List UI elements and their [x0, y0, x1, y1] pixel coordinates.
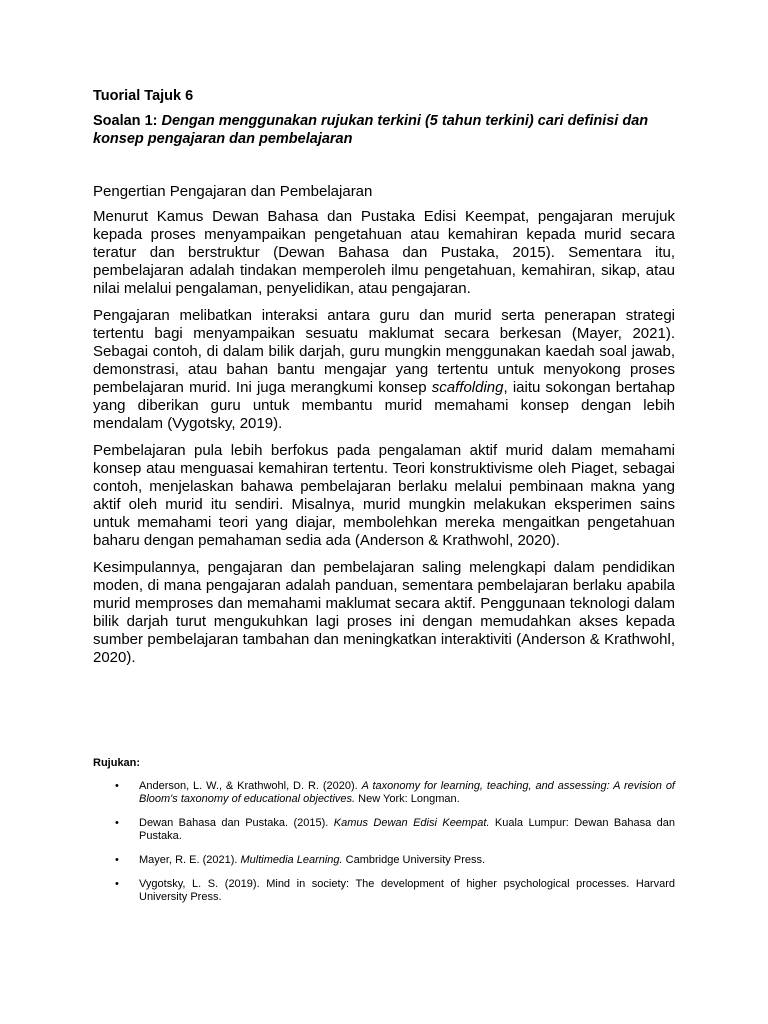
reference-publisher: New York: Longman. — [355, 793, 460, 805]
bullet-icon: • — [115, 854, 119, 866]
paragraph-2 — [93, 307, 675, 433]
reference-title: Multimedia Learning. — [240, 854, 343, 866]
reference-title: Kamus Dewan Edisi Keempat. — [333, 817, 490, 829]
reference-item — [93, 817, 675, 843]
reference-item — [93, 780, 675, 806]
question-text: Dengan menggunakan rujukan terkini (5 tahun terkini) cari definisi dan konsep pengajaran dan pembelajaran — [93, 113, 649, 147]
references-heading: Rujukan: — [93, 757, 141, 769]
reference-text: Dewan Bahasa dan Pustaka. (2015). — [139, 817, 334, 829]
paragraph-2-term: scaffolding — [431, 379, 504, 396]
reference-item — [93, 878, 675, 904]
paragraph-1: Menurut Kamus Dewan Bahasa dan Pustaka Edisi Keempat, pengajaran merujuk kepada proses menyampaikan pengetahuan atau kemahiran kepada murid secara teratur dan berstruktur (Dewan Bahasa dan Pustaka, 2015). Sementara itu, pembelajaran adalah tindakan memperoleh ilmu pengetahuan, kemahiran, sikap, atau nilai melalui pengalaman, penyelidikan, atau pengajaran. — [93, 208, 675, 297]
paragraph-4: Kesimpulannya, pengajaran dan pembelajaran saling melengkapi dalam pendidikan moden, di mana pengajaran adalah panduan, sementara pembelajaran berlaku apabila murid memproses dan memahami maklumat secara aktif. Penggunaan teknologi dalam bilik darjah turut mengukuhkan lagi proses ini dengan memudahkan akses kepada sumber pembelajaran tambahan dan meningkatkan interaktiviti (Anderson & Krathwohl, 2020). — [93, 559, 675, 666]
paragraph-2-text-a: Pengajaran melibatkan interaksi antara guru dan murid serta penerapan strategi tertentu bagi menyampaikan sesuatu maklumat secara berkesan (Mayer, 2021). Sebagai contoh, di dalam bilik darjah, guru mungkin menggunakan kaedah soal jawab, demonstrasi, atau bahan bantu mengajar yang tertentu untuk menyokong proses pembelajaran murid. Ini juga merangkumi konsep — [93, 307, 675, 396]
document-body — [93, 86, 675, 676]
bullet-icon: • — [115, 817, 119, 829]
reference-text: Mayer, R. E. (2021). — [139, 854, 241, 866]
question-label: Soalan 1: — [93, 113, 158, 129]
reference-text: Anderson, L. W., & Krathwohl, D. R. (2020). — [139, 780, 362, 792]
section-heading: Pengertian Pengajaran dan Pembelajaran — [93, 183, 373, 200]
bullet-icon: • — [115, 780, 119, 792]
reference-publisher: Cambridge University Press. — [342, 854, 486, 866]
reference-title: A taxonomy for learning, teaching, and assessing: A revision of Bloom's taxonomy of educational objectives. — [139, 780, 675, 805]
reference-text: Vygotsky, L. S. (2019). Mind in society: The development of higher psychological processes. Harvard University Press. — [139, 878, 675, 903]
references-list — [93, 780, 675, 915]
reference-item — [93, 854, 675, 867]
question — [93, 112, 675, 148]
paragraph-3: Pembelajaran pula lebih berfokus pada pengalaman aktif murid dalam memahami konsep atau menguasai kemahiran tertentu. Teori konstruktivisme oleh Piaget, sebagai contoh, menjelaskan bahawa pembelajaran berlaku melalui pembinaan makna yang aktif oleh murid itu sendiri. Misalnya, murid mungkin melakukan eksperimen sains untuk memahami teori yang diajar, membolehkan mereka mengaitkan pengetahuan baharu dengan pemahaman sedia ada (Anderson & Krathwohl, 2020). — [93, 442, 675, 549]
reference-publisher: Kuala Lumpur: Dewan Bahasa dan Pustaka. — [139, 817, 675, 842]
bullet-icon: • — [115, 878, 119, 890]
tutorial-title: Tuorial Tajuk 6 — [93, 88, 194, 104]
paragraph-2-text-b: , iaitu sokongan bertahap yang diberikan guru untuk membantu murid memahami konsep dengan lebih mendalam (Vygotsky, 2019). — [93, 379, 675, 432]
